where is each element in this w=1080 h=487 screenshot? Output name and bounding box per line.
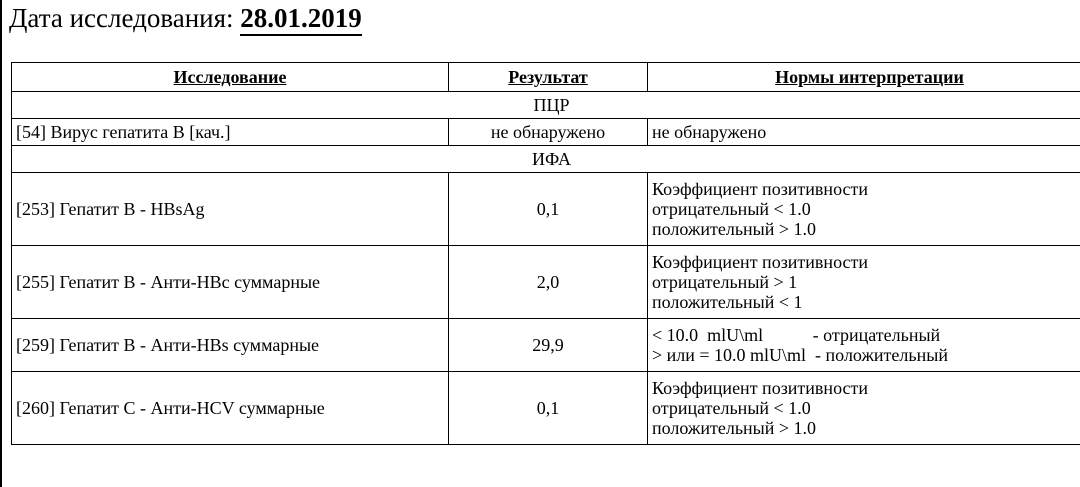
norm-line: Коэффициент позитивности xyxy=(652,179,868,199)
study-name: [259] Гепатит В - Анти-HBs суммарные xyxy=(12,319,449,372)
section-title: ИФА xyxy=(12,146,1080,173)
table-row xyxy=(12,119,1080,146)
study-date-header xyxy=(9,1,362,41)
norm-line: положительный > 1.0 xyxy=(652,219,817,239)
section-title: ПЦР xyxy=(12,92,1080,119)
table-row xyxy=(12,319,1080,372)
norm-line: < 10.0 mlU\ml - отрицательный xyxy=(652,325,941,345)
study-name: [253] Гепатит В - HBsAg xyxy=(12,173,449,246)
study-result: не обнаружено xyxy=(449,119,648,146)
study-norm xyxy=(648,173,1080,246)
table-row xyxy=(12,372,1080,445)
column-header-study: Исследование xyxy=(12,63,449,92)
norm-line: отрицательный < 1.0 xyxy=(652,398,811,418)
study-result: 29,9 xyxy=(449,319,648,372)
study-date-label: Дата исследования: xyxy=(9,3,234,33)
study-name: [54] Вирус гепатита В [кач.] xyxy=(12,119,449,146)
study-result: 2,0 xyxy=(449,246,648,319)
norm-line: не обнаружено xyxy=(652,122,767,142)
column-header-result: Результат xyxy=(449,63,648,92)
table-row xyxy=(12,246,1080,319)
page-left-border xyxy=(0,0,2,487)
norm-line: Коэффициент позитивности xyxy=(652,252,868,272)
study-name: [255] Гепатит В - Анти-HBc суммарные xyxy=(12,246,449,319)
study-norm xyxy=(648,319,1080,372)
norm-line: положительный > 1.0 xyxy=(652,418,817,438)
study-result: 0,1 xyxy=(449,173,648,246)
study-norm xyxy=(648,246,1080,319)
table-header-row xyxy=(12,63,1080,92)
norm-line: отрицательный > 1 xyxy=(652,272,798,292)
results-table xyxy=(11,62,1080,445)
norm-line: отрицательный < 1.0 xyxy=(652,199,811,219)
study-result: 0,1 xyxy=(449,372,648,445)
norm-line: Коэффициент позитивности xyxy=(652,378,868,398)
section-row-ifa xyxy=(12,146,1080,173)
norm-line: > или = 10.0 mlU\ml - положительный xyxy=(652,345,948,365)
study-norm xyxy=(648,119,1080,146)
table-row xyxy=(12,173,1080,246)
study-date-value: 28.01.2019 xyxy=(240,3,362,36)
column-header-norms: Нормы интерпретации xyxy=(648,63,1080,92)
study-name: [260] Гепатит С - Анти-HCV суммарные xyxy=(12,372,449,445)
study-norm xyxy=(648,372,1080,445)
section-row-pcr xyxy=(12,92,1080,119)
norm-line: положительный < 1 xyxy=(652,292,803,312)
